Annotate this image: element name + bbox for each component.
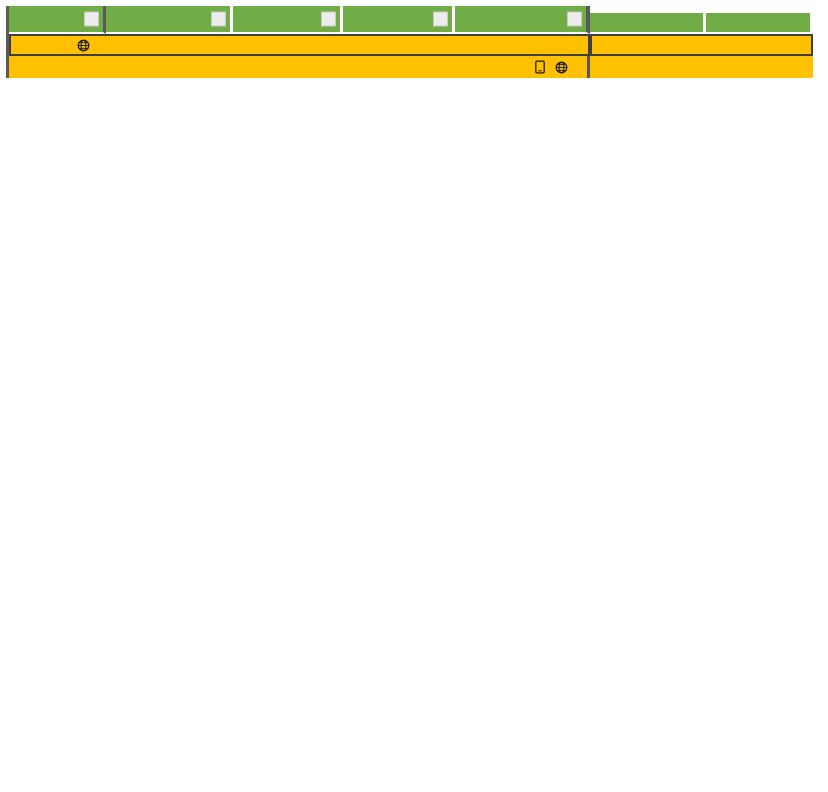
header-row: [9, 6, 823, 34]
globe-icon: [77, 39, 90, 52]
banner-harga-referensi-cell: [590, 34, 813, 56]
footer-reference-cell: [590, 56, 813, 78]
column-header-harga-bakul-agen: [590, 6, 706, 34]
banner-edge-strip: [813, 34, 823, 56]
column-header-daerah: [106, 6, 233, 34]
column-header-keterangan: [455, 6, 590, 34]
footer-app-group: [535, 60, 587, 74]
footer-edge-strip: [813, 56, 823, 78]
column-header-harga-hari-ini: [343, 6, 455, 34]
column-header-harga-kemarin: [233, 6, 343, 34]
globe-icon: [555, 61, 568, 74]
footer-row: [9, 56, 823, 78]
banner-row: [9, 34, 823, 56]
filter-dropdown-harga-kemarin[interactable]: [321, 12, 336, 27]
column-header-wilayah: [9, 6, 106, 34]
filter-dropdown-keterangan[interactable]: [567, 12, 582, 27]
banner-info-cell: [9, 34, 590, 56]
column-header-toko-warung: [706, 6, 813, 34]
filter-dropdown-harga-hari-ini[interactable]: [433, 12, 448, 27]
price-table: [6, 6, 823, 78]
filter-dropdown-wilayah[interactable]: [84, 12, 99, 27]
filter-dropdown-daerah[interactable]: [211, 12, 226, 27]
footer-note-cell: [9, 56, 590, 78]
mobile-app-icon: [535, 60, 545, 74]
header-edge-strip: [813, 6, 823, 34]
